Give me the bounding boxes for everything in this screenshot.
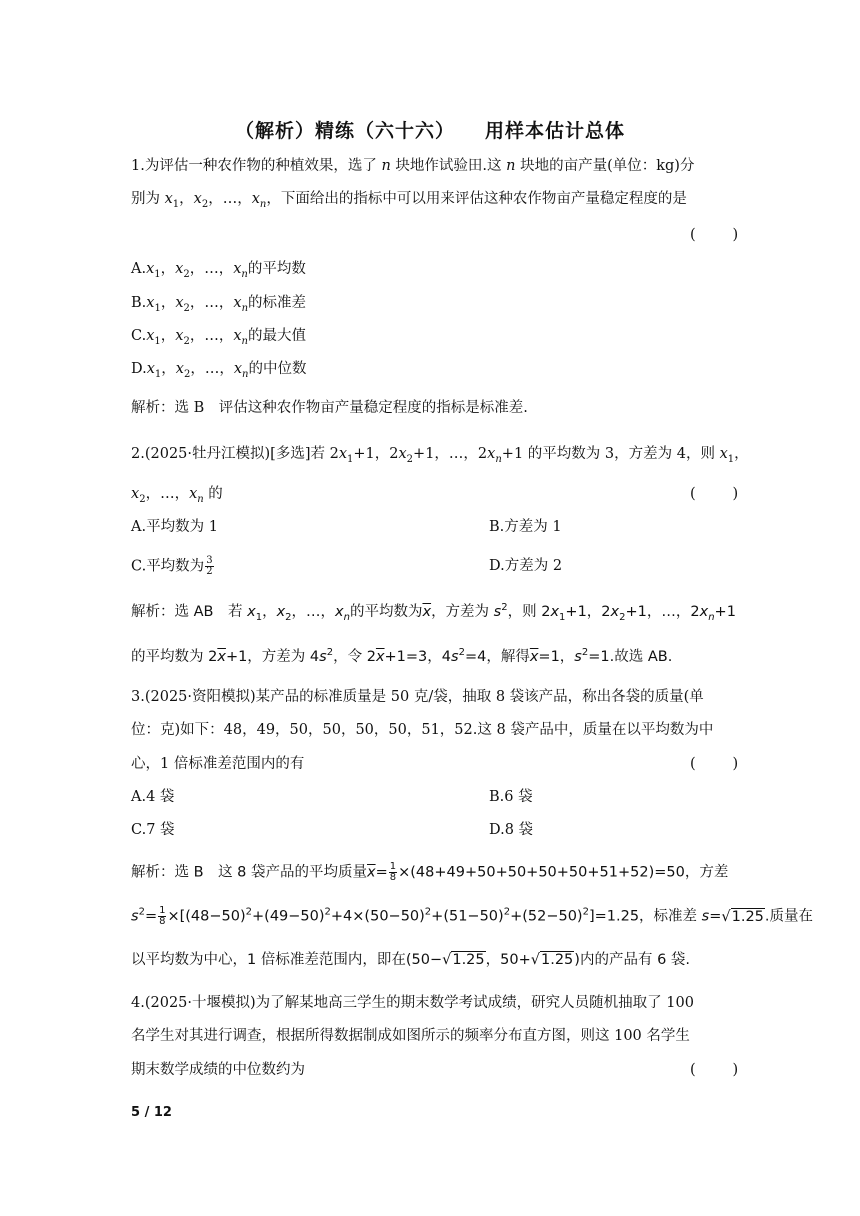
q2-line-1: 2.(2025·牡丹江模拟)[多选]若 $2x_1+1$，$2x_2+1$，…，$2x_n+1$ 的平均数为 3，方差为 4，则 $x_1$， (131, 446, 749, 465)
q2-answer-bracket: ( ) (690, 486, 739, 502)
q3-line-2: 位：克)如下：48，49，50，50，50，50，51，52.这 8 袋产品中，质量在以平均数为中 (131, 722, 714, 738)
q2-solution-line-2: 的平均数为 $2\overline{x}+1$，方差为 $4s^2$，令 $2\overline{x}+1=3$，$4s^2=4$，解得$\overline{x}=1$，$s^2=1$.故选 AB. (131, 647, 673, 665)
title-left: （解析）精练（六十六） (234, 120, 455, 142)
q2-option-b: B.方差为 1 (489, 519, 562, 535)
fraction: $\frac{1}{8}$ (159, 905, 166, 927)
q4-answer-bracket: ( ) (690, 1062, 739, 1078)
title-right: 用样本估计总体 (485, 120, 626, 142)
q1-option-c: $C.x_1$，$x_2$，…，$x_n$的最大值 (131, 328, 306, 347)
q1-line-1: 1.为评估一种农作物的种植效果，选了 n 块地作试验田.这 n 块地的亩产量(单位：kg)分 (131, 158, 695, 174)
q3-option-d: D.8 袋 (489, 822, 534, 838)
q1-option-b: $B.x_1$，$x_2$，…，$x_n$的标准差 (131, 295, 307, 314)
page-number: 5 / 12 (131, 1105, 172, 1120)
sqrt-expression: √1.25 (442, 952, 485, 968)
q3-solution-line-2: $s^2=$ $\frac{1}{8}$ $\times[(48-50)^2+(49-50)^2+4\times(50-50)^2+(51-50)^2+(52-50)^2]=1.25$，标准差 s=√1.25.质量在 (131, 905, 814, 927)
q2-option-c: C.平均数为 $\frac{3}{2}$ (131, 555, 213, 577)
fraction: $\frac{1}{8}$ (389, 861, 397, 883)
q1-line-2: 别为 $x_1$，$x_2$，…，$x_n$，下面给出的指标中可以用来评估这种农作物亩产量稳定程度的是 (131, 191, 687, 210)
q3-option-b: B.6 袋 (489, 789, 533, 805)
q2-line-2: $x_2$，…，$x_n$ 的 (131, 486, 223, 505)
q3-solution-line-3: 以平均数为中心，1 倍标准差范围内，即在(50−√1.25，50+√1.25)内的产品有 6 袋. (131, 952, 691, 968)
q2-solution-line-1: 解析：选 AB 若 $x_1$，$x_2$，…，$x_n$的平均数为$\overline{x}$，方差为 $s^2$，则 $2x_1+1$，$2x_2+1$，…，$2x_n+1$ (131, 602, 736, 623)
q4-line-2: 名学生对其进行调查，根据所得数据制成如图所示的频率分布直方图，则这 100 名学生 (131, 1028, 690, 1044)
q1-solution: 解析：选 B 评估这种农作物亩产量稳定程度的指标是标准差. (131, 400, 528, 416)
q3-answer-bracket: ( ) (690, 756, 739, 772)
fraction: $\frac{3}{2}$ (206, 555, 213, 577)
q3-option-a: A.4 袋 (131, 789, 175, 805)
q1-option-a: $A.x_1$，$x_2$，…，$x_n$的平均数 (131, 261, 306, 280)
q3-line-1: 3.(2025·资阳模拟)某产品的标准质量是 50 克/袋，抽取 8 袋该产品，称出各袋的质量(单 (131, 689, 704, 705)
q1-option-d: $D.x_1$，$x_2$，…，$x_n$的中位数 (131, 361, 307, 380)
sqrt-expression: √1.25 (721, 908, 764, 925)
sqrt-expression: √1.25 (530, 952, 574, 968)
q2-option-a: A.平均数为 1 (131, 519, 218, 535)
q1-answer-bracket: ( ) (690, 227, 739, 243)
page-title (0, 116, 860, 143)
q3-option-c: C.7 袋 (131, 822, 175, 838)
q3-line-3: 心，1 倍标准差范围内的有 (131, 756, 305, 772)
q3-solution-line-1: 解析：选 B 这 8 袋产品的平均质量$\overline{x}=$ $\frac{1}{8}$ ×(48+49+50+50+50+50+51+52)=50，方差 (131, 861, 729, 883)
q2-option-d: D.方差为 2 (489, 558, 563, 574)
q4-line-1: 4.(2025·十堰模拟)为了解某地高三学生的期末数学考试成绩，研究人员随机抽取了 100 (131, 995, 694, 1011)
q4-line-3: 期末数学成绩的中位数约为 (131, 1062, 305, 1078)
